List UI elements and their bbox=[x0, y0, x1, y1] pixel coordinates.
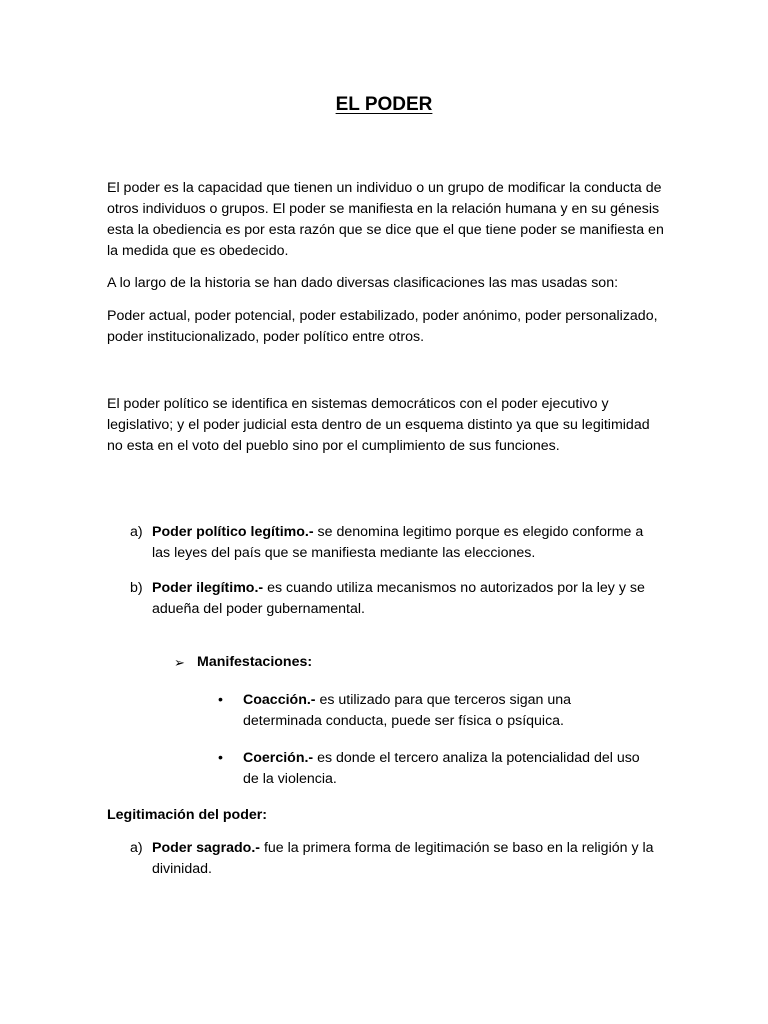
paragraph-political-power: El poder político se identifica en sistemas democráticos con el poder ejecutivo y legislativo; y el poder judicial esta dentro de un esquema distinto ya que su legitimidad no esta en el voto del pueblo sino por el cumplimiento de sus funciones. bbox=[107, 396, 650, 454]
term-description: fue la primera forma de legitimación se baso en la religión y la divinidad. bbox=[152, 840, 654, 877]
term-bold: Poder sagrado.- bbox=[152, 840, 261, 856]
term-bold: Poder ilegítimo.- bbox=[152, 580, 264, 596]
paragraph-classifications-intro: A lo largo de la historia se han dado diversas clasificaciones las mas usadas son: bbox=[107, 275, 619, 291]
term-bold: Poder político legítimo.- bbox=[152, 524, 314, 540]
term-description: se denomina legitimo porque es elegido conforme a las leyes del país que se manifiesta mediante las elecciones. bbox=[152, 524, 644, 561]
manifestaciones-label: Manifestaciones: bbox=[197, 654, 313, 670]
term-bold: Coacción.- bbox=[243, 692, 316, 708]
term-description: es utilizado para que terceros sigan una determinada conducta, puede ser física o psíquica. bbox=[243, 692, 572, 729]
legitimacion-heading: Legitimación del poder: bbox=[107, 807, 268, 823]
document-title: EL PODER bbox=[335, 94, 433, 115]
arrow-bullet-icon: ➢ bbox=[174, 655, 185, 670]
paragraph-definition: El poder es la capacidad que tienen un individuo o un grupo de modificar la conducta de otros individuos o grupos. El poder se manifiesta en la relación humana y en su génesis esta la obediencia es por esta razón que se dice que el que tiene poder se manifiesta en la medida que es obedecido. bbox=[107, 180, 664, 259]
list-marker: a) bbox=[130, 524, 143, 540]
paragraph-classifications-list: Poder actual, poder potencial, poder estabilizado, poder anónimo, poder personalizado, poder institucionalizado, poder político entre otros. bbox=[107, 308, 658, 345]
list-marker: a) bbox=[130, 840, 143, 856]
bullet-icon: • bbox=[218, 692, 223, 708]
list-marker: b) bbox=[130, 580, 143, 596]
term-description: es donde el tercero analiza la potencialidad del uso de la violencia. bbox=[243, 750, 640, 787]
bullet-icon: • bbox=[218, 750, 223, 766]
term-description: es cuando utiliza mecanismos no autorizados por la ley y se adueña del poder gubernamental. bbox=[152, 580, 645, 617]
term-bold: Coerción.- bbox=[243, 750, 314, 766]
